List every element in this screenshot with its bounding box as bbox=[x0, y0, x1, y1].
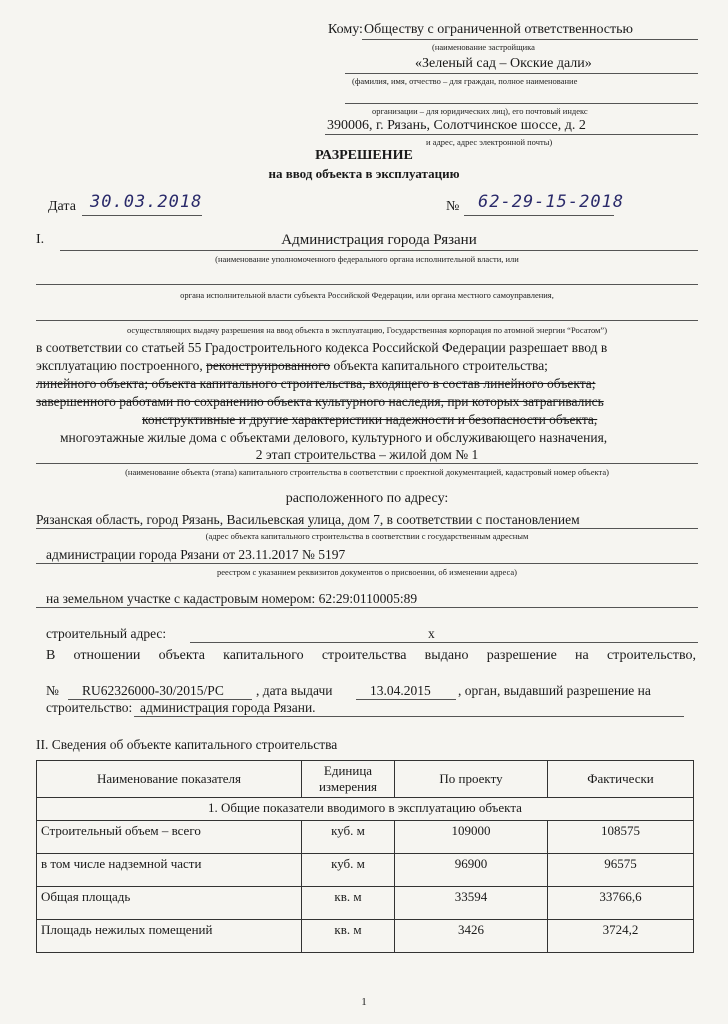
table-row: Строительный объем – всего куб. м 109000 108575 bbox=[37, 821, 694, 854]
located-label: расположенного по адресу: bbox=[285, 491, 449, 506]
header-actual: Фактически bbox=[548, 761, 694, 798]
date-label: Дата bbox=[48, 199, 76, 214]
document-subtitle: на ввод объекта в эксплуатацию bbox=[268, 166, 460, 181]
table-header-row bbox=[37, 761, 694, 798]
authority-underline bbox=[60, 250, 698, 251]
object-name-line-2: 2 этап строительства – жилой дом № 1 bbox=[255, 447, 479, 462]
section-1-roman: I. bbox=[36, 232, 45, 247]
authority-name: Администрация города Рязани bbox=[281, 232, 477, 248]
addressee-line-1: Обществу с ограниченной ответственностью bbox=[364, 22, 633, 37]
date-underline bbox=[82, 215, 202, 216]
permit-date: 13.04.2015 bbox=[370, 683, 431, 698]
permit-date-underline bbox=[356, 699, 456, 700]
addressee-underline-3 bbox=[345, 103, 698, 104]
to-label: Кому: bbox=[328, 22, 363, 37]
object-name-line-1: многоэтажные жилые дома с объектами делового, культурного и обслуживающего назначения, bbox=[60, 430, 608, 445]
permit-org-line-label: строительство: bbox=[46, 700, 133, 715]
section-2-title: II. Сведения об объекте капитального строительства bbox=[36, 737, 338, 752]
addressee-caption-2: (фамилия, имя, отчество – для граждан, полное наименование bbox=[352, 76, 578, 86]
address-caption-1: (адрес объекта капитального строительства в соответствии с государственным адресным bbox=[205, 531, 529, 541]
number-underline bbox=[464, 215, 614, 216]
address-underline-1 bbox=[36, 528, 698, 529]
permit-number-value: 62-29-15-2018 bbox=[478, 192, 625, 212]
cadastral-underline bbox=[36, 607, 698, 608]
addressee-line-2: «Зеленый сад – Окские дали» bbox=[415, 56, 592, 71]
header-unit: Единица измерения bbox=[302, 761, 395, 798]
body-line-1: в соответствии со статьей 55 Градостроительного кодекса Российской Федерации разрешает ввод в bbox=[36, 340, 608, 355]
permit-date-label: , дата выдачи bbox=[256, 683, 333, 698]
header-indicator-name: Наименование показателя bbox=[37, 761, 302, 798]
object-caption: (наименование объекта (этапа) капитального строительства в соответствии с проектной документацией, кадастровый номер объекта) bbox=[125, 467, 609, 477]
authority-underline-3 bbox=[36, 320, 698, 321]
subheader-general: 1. Общие показатели вводимого в эксплуатацию объекта bbox=[37, 798, 694, 821]
build-address-underline bbox=[190, 642, 698, 643]
document-title: РАЗРЕШЕНИЕ bbox=[315, 148, 413, 163]
addressee-caption-1: (наименование застройщика bbox=[432, 42, 535, 52]
permit-number: RU62326000-30/2015/РС bbox=[82, 683, 224, 698]
permit-number-label: № bbox=[46, 683, 59, 698]
struck-reconstructed: реконструированного bbox=[206, 358, 331, 373]
permit-org-label: , орган, выдавший разрешение на bbox=[458, 683, 651, 698]
cadastral-line: на земельном участке с кадастровым номером: 62:29:0110005:89 bbox=[46, 591, 418, 606]
number-label: № bbox=[446, 199, 460, 214]
addressee-underline-2 bbox=[345, 73, 698, 74]
body-line-3-struck: линейного объекта; объекта капитального строительства, входящего в состав линейного объекта; bbox=[36, 376, 596, 391]
body-line-4-struck: завершенного работами по сохранению объекта культурного наследия, при которых затрагивались bbox=[36, 394, 604, 409]
authority-caption-3: осуществляющих выдачу разрешения на ввод объекта в эксплуатацию, Государственная корпорация по атомной энергии “Росатом”) bbox=[126, 325, 608, 335]
permit-org: администрация города Рязани. bbox=[140, 700, 316, 715]
address-line-2: администрации города Рязани от 23.11.2017 № 5197 bbox=[46, 547, 346, 562]
build-address-value: х bbox=[428, 626, 435, 641]
header-design: По проекту bbox=[395, 761, 548, 798]
addressee-caption-4: и адрес, адрес электронной почты) bbox=[426, 137, 553, 147]
authority-caption-1: (наименование уполномоченного федерального органа исполнительной власти, или bbox=[215, 254, 519, 264]
object-underline bbox=[36, 463, 698, 464]
body-line-2: эксплуатацию построенного, реконструированного объекта капитального строительства; bbox=[36, 358, 548, 373]
address-underline-2 bbox=[36, 563, 698, 564]
page-number: 1 bbox=[361, 996, 367, 1008]
addressee-underline-4 bbox=[325, 134, 698, 135]
authority-caption-2: органа исполнительной власти субъекта Российской Федерации, или органа местного самоуправления, bbox=[180, 290, 554, 300]
permit-text: В отношении объекта капитального строительства выдано разрешение на строительство, bbox=[46, 648, 696, 663]
addressee-caption-3: организации – для юридических лиц), его почтовый индекс bbox=[372, 106, 588, 116]
indicators-table bbox=[36, 760, 694, 953]
address-caption-2: реестром с указанием реквизитов документов о присвоении, об изменении адреса) bbox=[217, 567, 517, 577]
addressee-underline-1 bbox=[362, 39, 698, 40]
addressee-line-3: 390006, г. Рязань, Солотчинское шоссе, д. 2 bbox=[327, 118, 586, 133]
table-row: в том числе надземной части куб. м 96900 96575 bbox=[37, 854, 694, 887]
body-line-5-struck: конструктивные и другие характеристики надежности и безопасности объекта, bbox=[142, 412, 598, 427]
date-value: 30.03.2018 bbox=[90, 192, 203, 212]
authority-underline-2 bbox=[36, 284, 698, 285]
table-row: Общая площадь кв. м 33594 33766,6 bbox=[37, 887, 694, 920]
address-line-1: Рязанская область, город Рязань, Васильевская улица, дом 7, в соответствии с постановлением bbox=[36, 512, 580, 527]
permit-org-underline bbox=[134, 716, 684, 717]
table-subheader-row bbox=[37, 798, 694, 821]
build-address-label: строительный адрес: bbox=[46, 626, 167, 641]
table-row: Площадь нежилых помещений кв. м 3426 3724,2 bbox=[37, 920, 694, 953]
